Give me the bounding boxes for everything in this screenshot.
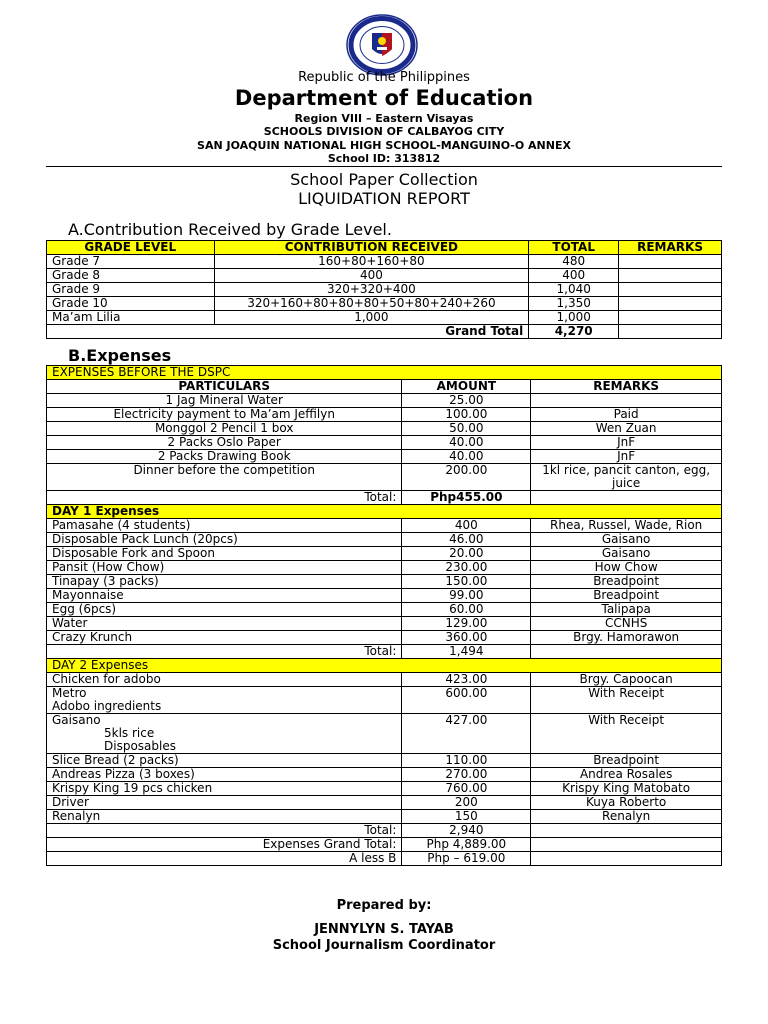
cell-remarks: Gaisano <box>531 547 722 561</box>
col-contribution: CONTRIBUTION RECEIVED <box>214 241 529 255</box>
cell-item: Disposable Fork and Spoon <box>47 547 402 561</box>
col-total: TOTAL <box>529 241 619 255</box>
cell-item: 2 Packs Oslo Paper <box>47 436 402 450</box>
cell-item-line: 5kls rice <box>104 726 155 740</box>
cell-remarks: Brgy. Hamorawon <box>531 631 722 645</box>
cell-remarks: Wen Zuan <box>531 422 722 436</box>
cell-item-line: Metro <box>52 686 87 700</box>
table-row <box>47 283 722 297</box>
table-row <box>47 533 722 547</box>
table-row <box>47 754 722 768</box>
day2-label: DAY 2 Expenses <box>47 659 722 673</box>
section-a-heading: A.Contribution Received by Grade Level. <box>68 220 392 239</box>
school-id-label: School ID: 313812 <box>327 152 441 165</box>
table-row <box>47 714 722 754</box>
contribution-table <box>46 240 722 339</box>
total-label: Total: <box>47 824 402 838</box>
cell-remarks: Paid <box>531 408 722 422</box>
cell-item: Mayonnaise <box>47 589 402 603</box>
table-header-row <box>47 241 722 255</box>
table-row <box>47 269 722 283</box>
cell-total: 400 <box>529 269 619 283</box>
cell-remarks <box>619 255 722 269</box>
cell-remarks: 1kl rice, pancit canton, egg, juice <box>531 464 722 491</box>
cell-total: 480 <box>529 255 619 269</box>
cell-amount: 20.00 <box>402 547 531 561</box>
cell-remarks: CCNHS <box>531 617 722 631</box>
table-row <box>47 603 722 617</box>
grand-total-value: Php 4,889.00 <box>402 838 531 852</box>
cell-amount: 423.00 <box>402 673 531 687</box>
preparer-position: School Journalism Coordinator <box>272 938 496 953</box>
school-label: SAN JOAQUIN NATIONAL HIGH SCHOOL-MANGUINO-O ANNEX <box>197 139 571 152</box>
total-value: Php455.00 <box>402 491 531 505</box>
cell-item: Crazy Krunch <box>47 631 402 645</box>
cell-amount: 46.00 <box>402 533 531 547</box>
table-row <box>47 561 722 575</box>
table-row <box>47 297 722 311</box>
cell-item: Water <box>47 617 402 631</box>
division-label: SCHOOLS DIVISION OF CALBAYOG CITY <box>263 125 505 138</box>
day1-label: DAY 1 Expenses <box>47 505 722 519</box>
cell-amount: 99.00 <box>402 589 531 603</box>
cell-remarks <box>619 269 722 283</box>
cell-remarks: JnF <box>531 450 722 464</box>
cell-amount: 40.00 <box>402 450 531 464</box>
cell-item: Monggol 2 Pencil 1 box <box>47 422 402 436</box>
cell-amount: 110.00 <box>402 754 531 768</box>
table-row <box>47 796 722 810</box>
col-grade-level: GRADE LEVEL <box>47 241 215 255</box>
header-divider <box>46 166 722 167</box>
table-row <box>47 450 722 464</box>
cell-remarks: Talipapa <box>531 603 722 617</box>
cell-amount: 230.00 <box>402 561 531 575</box>
col-remarks: REMARKS <box>531 380 722 394</box>
grand-total-label: Grand Total <box>214 325 529 339</box>
cell-item <box>47 714 402 754</box>
cell-amount: 760.00 <box>402 782 531 796</box>
cell-remarks: With Receipt <box>531 714 722 754</box>
cell-item: Driver <box>47 796 402 810</box>
cell-item: 2 Packs Drawing Book <box>47 450 402 464</box>
cell-item: Renalyn <box>47 810 402 824</box>
table-row <box>47 436 722 450</box>
table-row <box>47 673 722 687</box>
cell-amount: 50.00 <box>402 422 531 436</box>
cell-item: Egg (6pcs) <box>47 603 402 617</box>
cell-remarks: JnF <box>531 436 722 450</box>
prepared-by-label: Prepared by: <box>336 898 432 913</box>
cell-remarks <box>619 311 722 325</box>
table-row <box>47 575 722 589</box>
cell-remarks <box>531 394 722 408</box>
preparer-name: JENNYLYN S. TAYAB <box>314 922 454 937</box>
cell-remarks: With Receipt <box>531 687 722 714</box>
grand-total-row <box>47 838 722 852</box>
cell-amount: 150 <box>402 810 531 824</box>
cell-amount: 150.00 <box>402 575 531 589</box>
grand-total-value: 4,270 <box>529 325 619 339</box>
table-row <box>47 422 722 436</box>
expenses-table <box>46 365 722 866</box>
cell-amount: 427.00 <box>402 714 531 754</box>
cell-contribution: 320+160+80+80+80+50+80+240+260 <box>214 297 529 311</box>
total-value: 1,494 <box>402 645 531 659</box>
cell-item: Dinner before the competition <box>47 464 402 491</box>
cell-item: Electricity payment to Ma’am Jeffilyn <box>47 408 402 422</box>
cell-item: Pamasahe (4 students) <box>47 519 402 533</box>
cell-item: Disposable Pack Lunch (20pcs) <box>47 533 402 547</box>
cell-remarks: Gaisano <box>531 533 722 547</box>
cell-amount: 400 <box>402 519 531 533</box>
cell-amount: 100.00 <box>402 408 531 422</box>
cell-item: Pansit (How Chow) <box>47 561 402 575</box>
cell-item: Tinapay (3 packs) <box>47 575 402 589</box>
collection-title: School Paper Collection <box>290 170 478 189</box>
deped-seal-logo <box>344 14 420 76</box>
cell-total: 1,350 <box>529 297 619 311</box>
cell-remarks: Breadpoint <box>531 575 722 589</box>
department-title: Department of Education <box>234 86 534 110</box>
col-remarks: REMARKS <box>619 241 722 255</box>
table-row <box>47 768 722 782</box>
balance-label: A less B <box>47 852 402 866</box>
cell-remarks <box>619 297 722 311</box>
section-b-heading: B.Expenses <box>68 346 172 365</box>
total-label: Total: <box>47 645 402 659</box>
cell-level: Ma’am Lilia <box>47 311 215 325</box>
cell-level: Grade 7 <box>47 255 215 269</box>
grand-total-label: Expenses Grand Total: <box>47 838 402 852</box>
balance-row <box>47 852 722 866</box>
cell-remarks: Rhea, Russel, Wade, Rion <box>531 519 722 533</box>
table-row <box>47 687 722 714</box>
table-row <box>47 589 722 603</box>
cell-item <box>47 687 402 714</box>
cell-level: Grade 10 <box>47 297 215 311</box>
cell-amount: 600.00 <box>402 687 531 714</box>
col-particulars: PARTICULARS <box>47 380 402 394</box>
cell-contribution: 160+80+160+80 <box>214 255 529 269</box>
cell-level: Grade 8 <box>47 269 215 283</box>
cell-remarks: Brgy. Capoocan <box>531 673 722 687</box>
cell-remarks: Andrea Rosales <box>531 768 722 782</box>
table-header-row <box>47 380 722 394</box>
cell-amount: 60.00 <box>402 603 531 617</box>
table-row <box>47 394 722 408</box>
cell-item: 1 Jag Mineral Water <box>47 394 402 408</box>
cell-total: 1,040 <box>529 283 619 297</box>
cell-amount: 200 <box>402 796 531 810</box>
cell-item: Andreas Pizza (3 boxes) <box>47 768 402 782</box>
region-label: Region VIII – Eastern Visayas <box>294 112 474 125</box>
cell-remarks: How Chow <box>531 561 722 575</box>
total-row <box>47 824 722 838</box>
table-row <box>47 631 722 645</box>
cell-amount: 270.00 <box>402 768 531 782</box>
table-row <box>47 519 722 533</box>
cell-amount: 360.00 <box>402 631 531 645</box>
cell-level: Grade 9 <box>47 283 215 297</box>
table-row <box>47 810 722 824</box>
expenses-before-label: EXPENSES BEFORE THE DSPC <box>47 366 722 380</box>
cell-item: Slice Bread (2 packs) <box>47 754 402 768</box>
total-row <box>47 645 722 659</box>
cell-contribution: 400 <box>214 269 529 283</box>
cell-amount: 25.00 <box>402 394 531 408</box>
total-label: Total: <box>47 491 402 505</box>
cell-contribution: 320+320+400 <box>214 283 529 297</box>
cell-item-line: Disposables <box>104 739 176 753</box>
cell-amount: 40.00 <box>402 436 531 450</box>
cell-remarks: Renalyn <box>531 810 722 824</box>
republic-label: Republic of the Philippines <box>298 70 470 85</box>
cell-remarks: Breadpoint <box>531 754 722 768</box>
table-row <box>47 408 722 422</box>
col-amount: AMOUNT <box>402 380 531 394</box>
total-value: 2,940 <box>402 824 531 838</box>
cell-total: 1,000 <box>529 311 619 325</box>
table-row <box>47 547 722 561</box>
cell-remarks: Kuya Roberto <box>531 796 722 810</box>
cell-item-line: Gaisano <box>52 713 101 727</box>
total-row <box>47 491 722 505</box>
cell-item: Krispy King 19 pcs chicken <box>47 782 402 796</box>
table-row <box>47 255 722 269</box>
cell-contribution: 1,000 <box>214 311 529 325</box>
table-row <box>47 782 722 796</box>
balance-value: Php – 619.00 <box>402 852 531 866</box>
cell-remarks <box>619 283 722 297</box>
cell-amount: 200.00 <box>402 464 531 491</box>
table-row <box>47 617 722 631</box>
grand-total-row <box>47 325 722 339</box>
cell-amount: 129.00 <box>402 617 531 631</box>
table-row <box>47 464 722 491</box>
cell-remarks: Krispy King Matobato <box>531 782 722 796</box>
cell-item-line: Adobo ingredients <box>52 699 162 713</box>
table-row <box>47 311 722 325</box>
report-title: LIQUIDATION REPORT <box>298 189 470 208</box>
cell-remarks: Breadpoint <box>531 589 722 603</box>
cell-item: Chicken for adobo <box>47 673 402 687</box>
